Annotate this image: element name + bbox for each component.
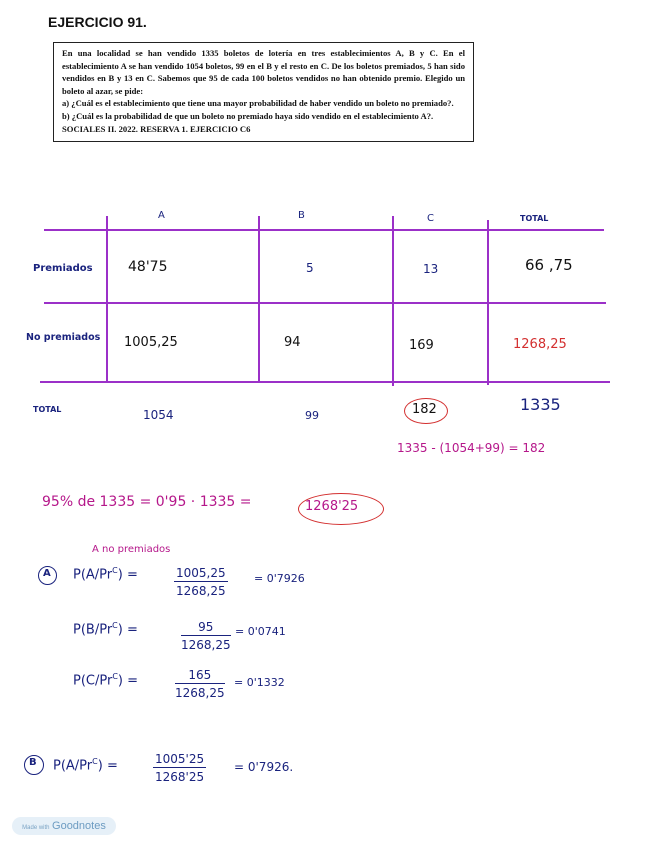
c-calculation: 1335 - (1054+99) = 182 (397, 441, 546, 455)
header-c: C (427, 213, 434, 224)
goodnotes-badge (12, 817, 116, 835)
part-b-fraction (153, 752, 206, 784)
badge-prefix: Made with (22, 825, 50, 831)
cell-premiados-b: 5 (306, 261, 314, 275)
table-line (392, 216, 394, 386)
prob-a-lhs: $P(A/Pr^C)$ = (73, 566, 138, 583)
cell-premiados-a: 48'75 (128, 259, 168, 275)
prob-c-result: = 0'1332 (234, 676, 285, 689)
statement-source: SOCIALES II. 2022. RESERVA 1. EJERCICIO C6 (62, 123, 251, 134)
fraction-denominator: 1268'25 (155, 770, 205, 784)
part-a-letter: A (43, 568, 51, 579)
table-line (40, 381, 610, 383)
table-line (487, 220, 489, 385)
prob-b-result: = 0'0741 (235, 625, 286, 638)
fraction-denominator: 1268,25 (176, 584, 226, 598)
cell-nopremiados-a: 1005,25 (124, 335, 178, 350)
table-line (44, 302, 606, 304)
fraction-denominator: 1268,25 (181, 638, 231, 652)
fraction-numerator: 165 (175, 668, 225, 684)
prob-a-label: P(A/Pr (73, 567, 113, 583)
cell-premiados-c: 13 (423, 262, 439, 276)
row-label-total: TOTAL (33, 405, 62, 414)
question-a: a) ¿Cuál es el establecimiento que tiene una mayor probabilidad de haber vendido un boleto no premiado?. (62, 98, 454, 109)
complement-sup: C (112, 672, 118, 681)
percent-result: 1268'25 (305, 499, 359, 514)
total-grand: 1335 (520, 395, 561, 414)
fraction-numerator: 1005'25 (155, 752, 205, 766)
question-b: b) ¿Cuál es la probabilidad de que un boleto no premiado haya sido vendido en el establecimiento A?. (62, 110, 434, 121)
complement-sup: C (112, 621, 118, 630)
badge-brand: Goodnotes (52, 820, 106, 832)
cell-nopremiados-b: 94 (284, 335, 301, 350)
prob-c-lhs: $P(C/Pr^C)$ = (73, 672, 139, 689)
exercise-title: EJERCICIO 91. (48, 14, 147, 30)
table-line (44, 229, 604, 231)
cell-nopremiados-total: 1268,25 (513, 337, 567, 352)
prob-b-fraction (181, 620, 231, 652)
complement-sup: C (112, 566, 118, 575)
prob-b-label: P(B/Pr (73, 622, 113, 638)
total-a: 1054 (143, 408, 174, 422)
prob-c-label: P(C/Pr (73, 673, 113, 689)
prob-a-result: = 0'7926 (254, 572, 305, 585)
problem-statement (53, 42, 474, 142)
total-b: 99 (305, 409, 319, 422)
row-label-no-premiados: No premiados (26, 332, 101, 343)
fraction-numerator: 1005,25 (176, 566, 226, 580)
part-b-result: = 0'7926. (234, 760, 294, 774)
percent-calculation: 95% de 1335 = 0'95 · 1335 = (42, 494, 252, 510)
fraction-numerator: 95 (181, 620, 231, 636)
table-line (106, 216, 108, 383)
prob-b-lhs: $P(B/Pr^C)$ = (73, 621, 138, 638)
cell-premiados-total: 66 ,75 (525, 256, 573, 274)
table-line (258, 216, 260, 383)
prob-a-fraction (174, 566, 228, 598)
prob-c-fraction (175, 668, 225, 700)
total-c: 182 (412, 402, 437, 417)
fraction-denominator: 1268,25 (175, 686, 225, 700)
header-a: A (158, 210, 165, 221)
header-total: TOTAL (520, 214, 549, 223)
cell-nopremiados-c: 169 (409, 338, 434, 353)
header-b: B (298, 210, 305, 221)
part-b-letter: B (29, 757, 37, 768)
note-a-no-premiados: A no premiados (92, 544, 171, 555)
statement-paragraph: En una localidad se han vendido 1335 boletos de lotería en tres establecimientos A, B y C. En el establecimiento A se han vendido 1054 boletos, 99 en el B y el resto en C. De los boletos premiados, 5 han sido vendidos en B y 13 en C. Sabemos que 95 de cada 100 boletos vendidos no han obtenido premio. Elegido un boleto al azar, se pide: (62, 48, 465, 96)
row-label-premiados: Premiados (33, 263, 93, 274)
part-b-label: P(A/Pr (53, 758, 93, 774)
part-b-lhs: $P(A/Pr^C)$ = (53, 757, 118, 774)
complement-sup: C (92, 757, 98, 766)
